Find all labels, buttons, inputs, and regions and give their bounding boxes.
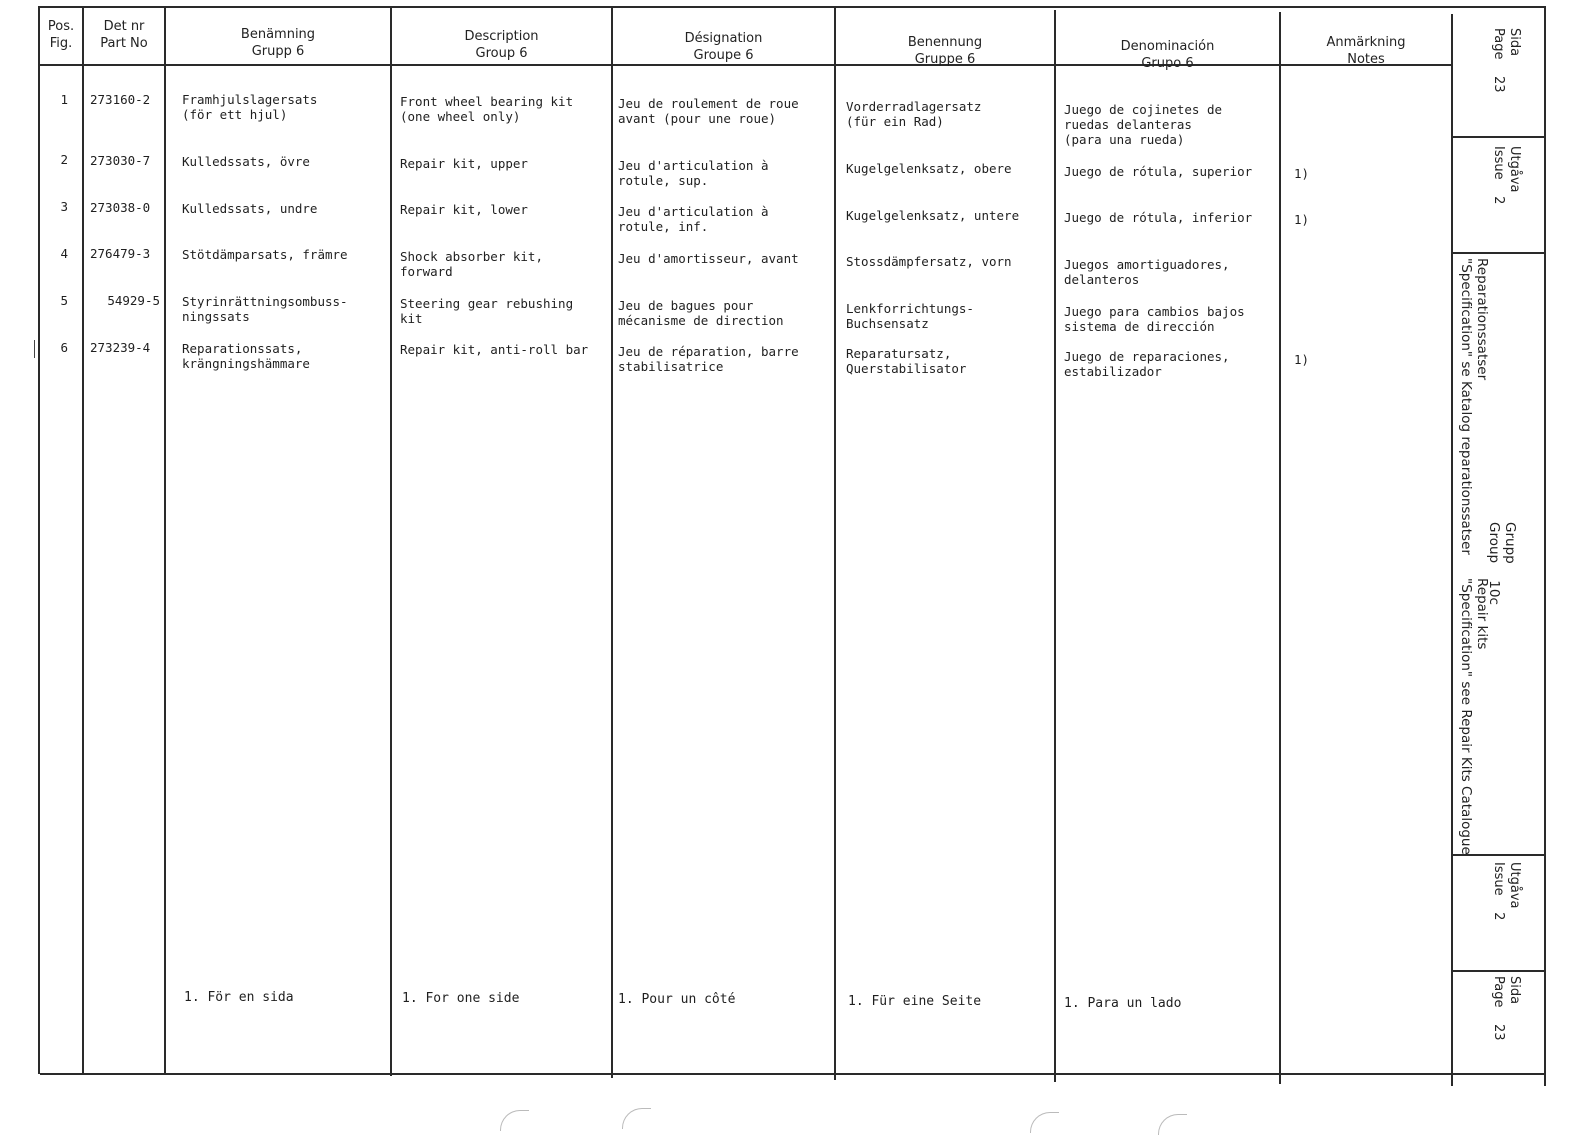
row4-pos: 4: [60, 246, 68, 261]
row2-pos: 2: [60, 152, 68, 167]
top-border: [38, 6, 1546, 8]
header-spanish: [1056, 38, 1279, 72]
sidebar-page-top: Sida Page 23: [1491, 28, 1522, 93]
row6-note: 1): [1294, 352, 1310, 367]
col-divider-6: [1054, 10, 1056, 1082]
header-french-line2: Groupe 6: [693, 48, 754, 63]
col-divider-1: [82, 6, 84, 1074]
row6-german: Reparatursatz, Querstabilisator: [846, 346, 967, 376]
header-english: [392, 28, 611, 62]
row6-pos: 6: [60, 340, 68, 355]
sidebar-issue-bottom: Utgåva Issue 2: [1491, 862, 1522, 921]
row2-note: 1): [1294, 166, 1310, 181]
header-pos: [40, 18, 82, 52]
row3-english: Repair kit, lower: [400, 202, 528, 217]
sidebar-page-bottom: Sida Page 23: [1491, 976, 1522, 1041]
sidebar-sep-1: [1451, 136, 1546, 138]
row5-part: 54929-5: [107, 293, 160, 308]
footnote-french: 1. Pour un côté: [618, 992, 736, 1007]
margin-mark: [34, 340, 35, 358]
row4-french: Jeu d'amortisseur, avant: [618, 251, 799, 266]
header-german-line2: Gruppe 6: [914, 52, 976, 67]
header-swedish: [166, 26, 390, 60]
sidebar-issue-top: Utgåva Issue 2: [1491, 146, 1522, 205]
row6-part: 273239-4: [90, 340, 151, 355]
footnote-spanish: 1. Para un lado: [1064, 996, 1182, 1011]
row3-pos: 3: [60, 199, 68, 214]
sidebar-group: Grupp Group 10c: [1486, 522, 1518, 605]
row6-english: Repair kit, anti-roll bar: [400, 342, 589, 357]
header-swedish-line1: Benämning: [240, 27, 316, 42]
sidebar-reference-english: Repair kits "Specification" see Repair Kits Catalogue: [1458, 578, 1490, 855]
row1-swedish: Framhjulslagersats (för ett hjul): [182, 92, 318, 122]
row2-part: 273030-7: [90, 153, 151, 168]
row2-english: Repair kit, upper: [400, 156, 528, 171]
col-divider-2: [164, 6, 166, 1074]
row2-spanish: Juego de rótula, superior: [1064, 164, 1253, 179]
row3-french: Jeu d'articulation à rotule, inf.: [618, 204, 769, 234]
header-notes: [1281, 34, 1451, 68]
header-english-line1: Description: [464, 29, 539, 44]
sidebar-reference-swedish: Reparationssatser "Specification" se Katalog reparationssatser: [1458, 258, 1490, 555]
bottom-border: [40, 1073, 1546, 1075]
header-partno-line1: Det nr: [103, 19, 145, 34]
row4-spanish: Juegos amortiguadores, delanteros: [1064, 257, 1230, 287]
header-notes-line2: Notes: [1347, 52, 1385, 67]
row4-english: Shock absorber kit, forward: [400, 249, 543, 279]
footnote-english: 1. For one side: [402, 991, 520, 1006]
binder-hole-mark-1: [500, 1110, 529, 1131]
row6-french: Jeu de réparation, barre stabilisatrice: [618, 344, 799, 374]
row4-part: 276479-3: [90, 246, 151, 261]
row5-german: Lenkforrichtungs- Buchsensatz: [846, 301, 974, 331]
header-swedish-line2: Grupp 6: [251, 44, 305, 59]
row5-pos: 5: [60, 293, 68, 308]
row3-spanish: Juego de rótula, inferior: [1064, 210, 1253, 225]
row5-french: Jeu de bagues pour mécanisme de direction: [618, 298, 784, 328]
row6-swedish: Reparationssats, krängningshämmare: [182, 341, 310, 371]
header-partno: [84, 18, 164, 52]
row3-note: 1): [1294, 212, 1310, 227]
row1-german: Vorderradlagersatz (für ein Rad): [846, 99, 982, 129]
col-divider-5: [834, 8, 836, 1080]
col-divider-3: [390, 6, 392, 1076]
header-pos-line1: Pos.: [47, 19, 75, 34]
binder-hole-mark-4: [1158, 1114, 1187, 1135]
binder-hole-mark-2: [622, 1108, 651, 1129]
row2-french: Jeu d'articulation à rotule, sup.: [618, 158, 769, 188]
header-pos-line2: Fig.: [49, 36, 73, 51]
row5-english: Steering gear rebushing kit: [400, 296, 574, 326]
sidebar-sep-4: [1451, 970, 1546, 972]
row2-german: Kugelgelenksatz, obere: [846, 161, 1012, 176]
header-spanish-line2: Grupo 6: [1141, 56, 1194, 71]
footnote-swedish: 1. För en sida: [184, 990, 294, 1005]
row5-swedish: Styrinrättningsombuss- ningssats: [182, 294, 348, 324]
row2-swedish: Kulledssats, övre: [182, 154, 310, 169]
row3-german: Kugelgelenksatz, untere: [846, 208, 1020, 223]
header-french: [613, 30, 834, 64]
header-french-line1: Désignation: [684, 31, 763, 46]
row3-part: 273038-0: [90, 200, 151, 215]
col-divider-8: [1451, 14, 1453, 1086]
row1-english: Front wheel bearing kit (one wheel only): [400, 94, 574, 124]
header-spanish-line1: Denominación: [1120, 39, 1215, 54]
header-german-line1: Benennung: [907, 35, 983, 50]
row1-pos: 1: [60, 92, 68, 107]
right-border: [1544, 6, 1546, 1086]
row1-spanish: Juego de cojinetes de ruedas delanteras (para una rueda): [1064, 102, 1223, 147]
header-partno-line2: Part No: [100, 36, 148, 51]
binder-hole-mark-3: [1030, 1112, 1059, 1133]
col-divider-7: [1279, 12, 1281, 1084]
row6-spanish: Juego de reparaciones, estabilizador: [1064, 349, 1230, 379]
row3-swedish: Kulledssats, undre: [182, 201, 318, 216]
footnote-german: 1. Für eine Seite: [848, 994, 982, 1009]
row5-spanish: Juego para cambios bajos sistema de dirección: [1064, 304, 1245, 334]
row1-part: 273160-2: [90, 92, 151, 107]
header-german: [836, 34, 1054, 68]
row4-german: Stossdämpfersatz, vorn: [846, 254, 1012, 269]
row1-french: Jeu de roulement de roue avant (pour une roue): [618, 96, 799, 126]
sidebar-sep-2: [1451, 252, 1546, 254]
row4-swedish: Stötdämparsats, främre: [182, 247, 348, 262]
header-notes-line1: Anmärkning: [1326, 35, 1406, 50]
header-english-line2: Group 6: [475, 46, 528, 61]
col-divider-4: [611, 8, 613, 1078]
